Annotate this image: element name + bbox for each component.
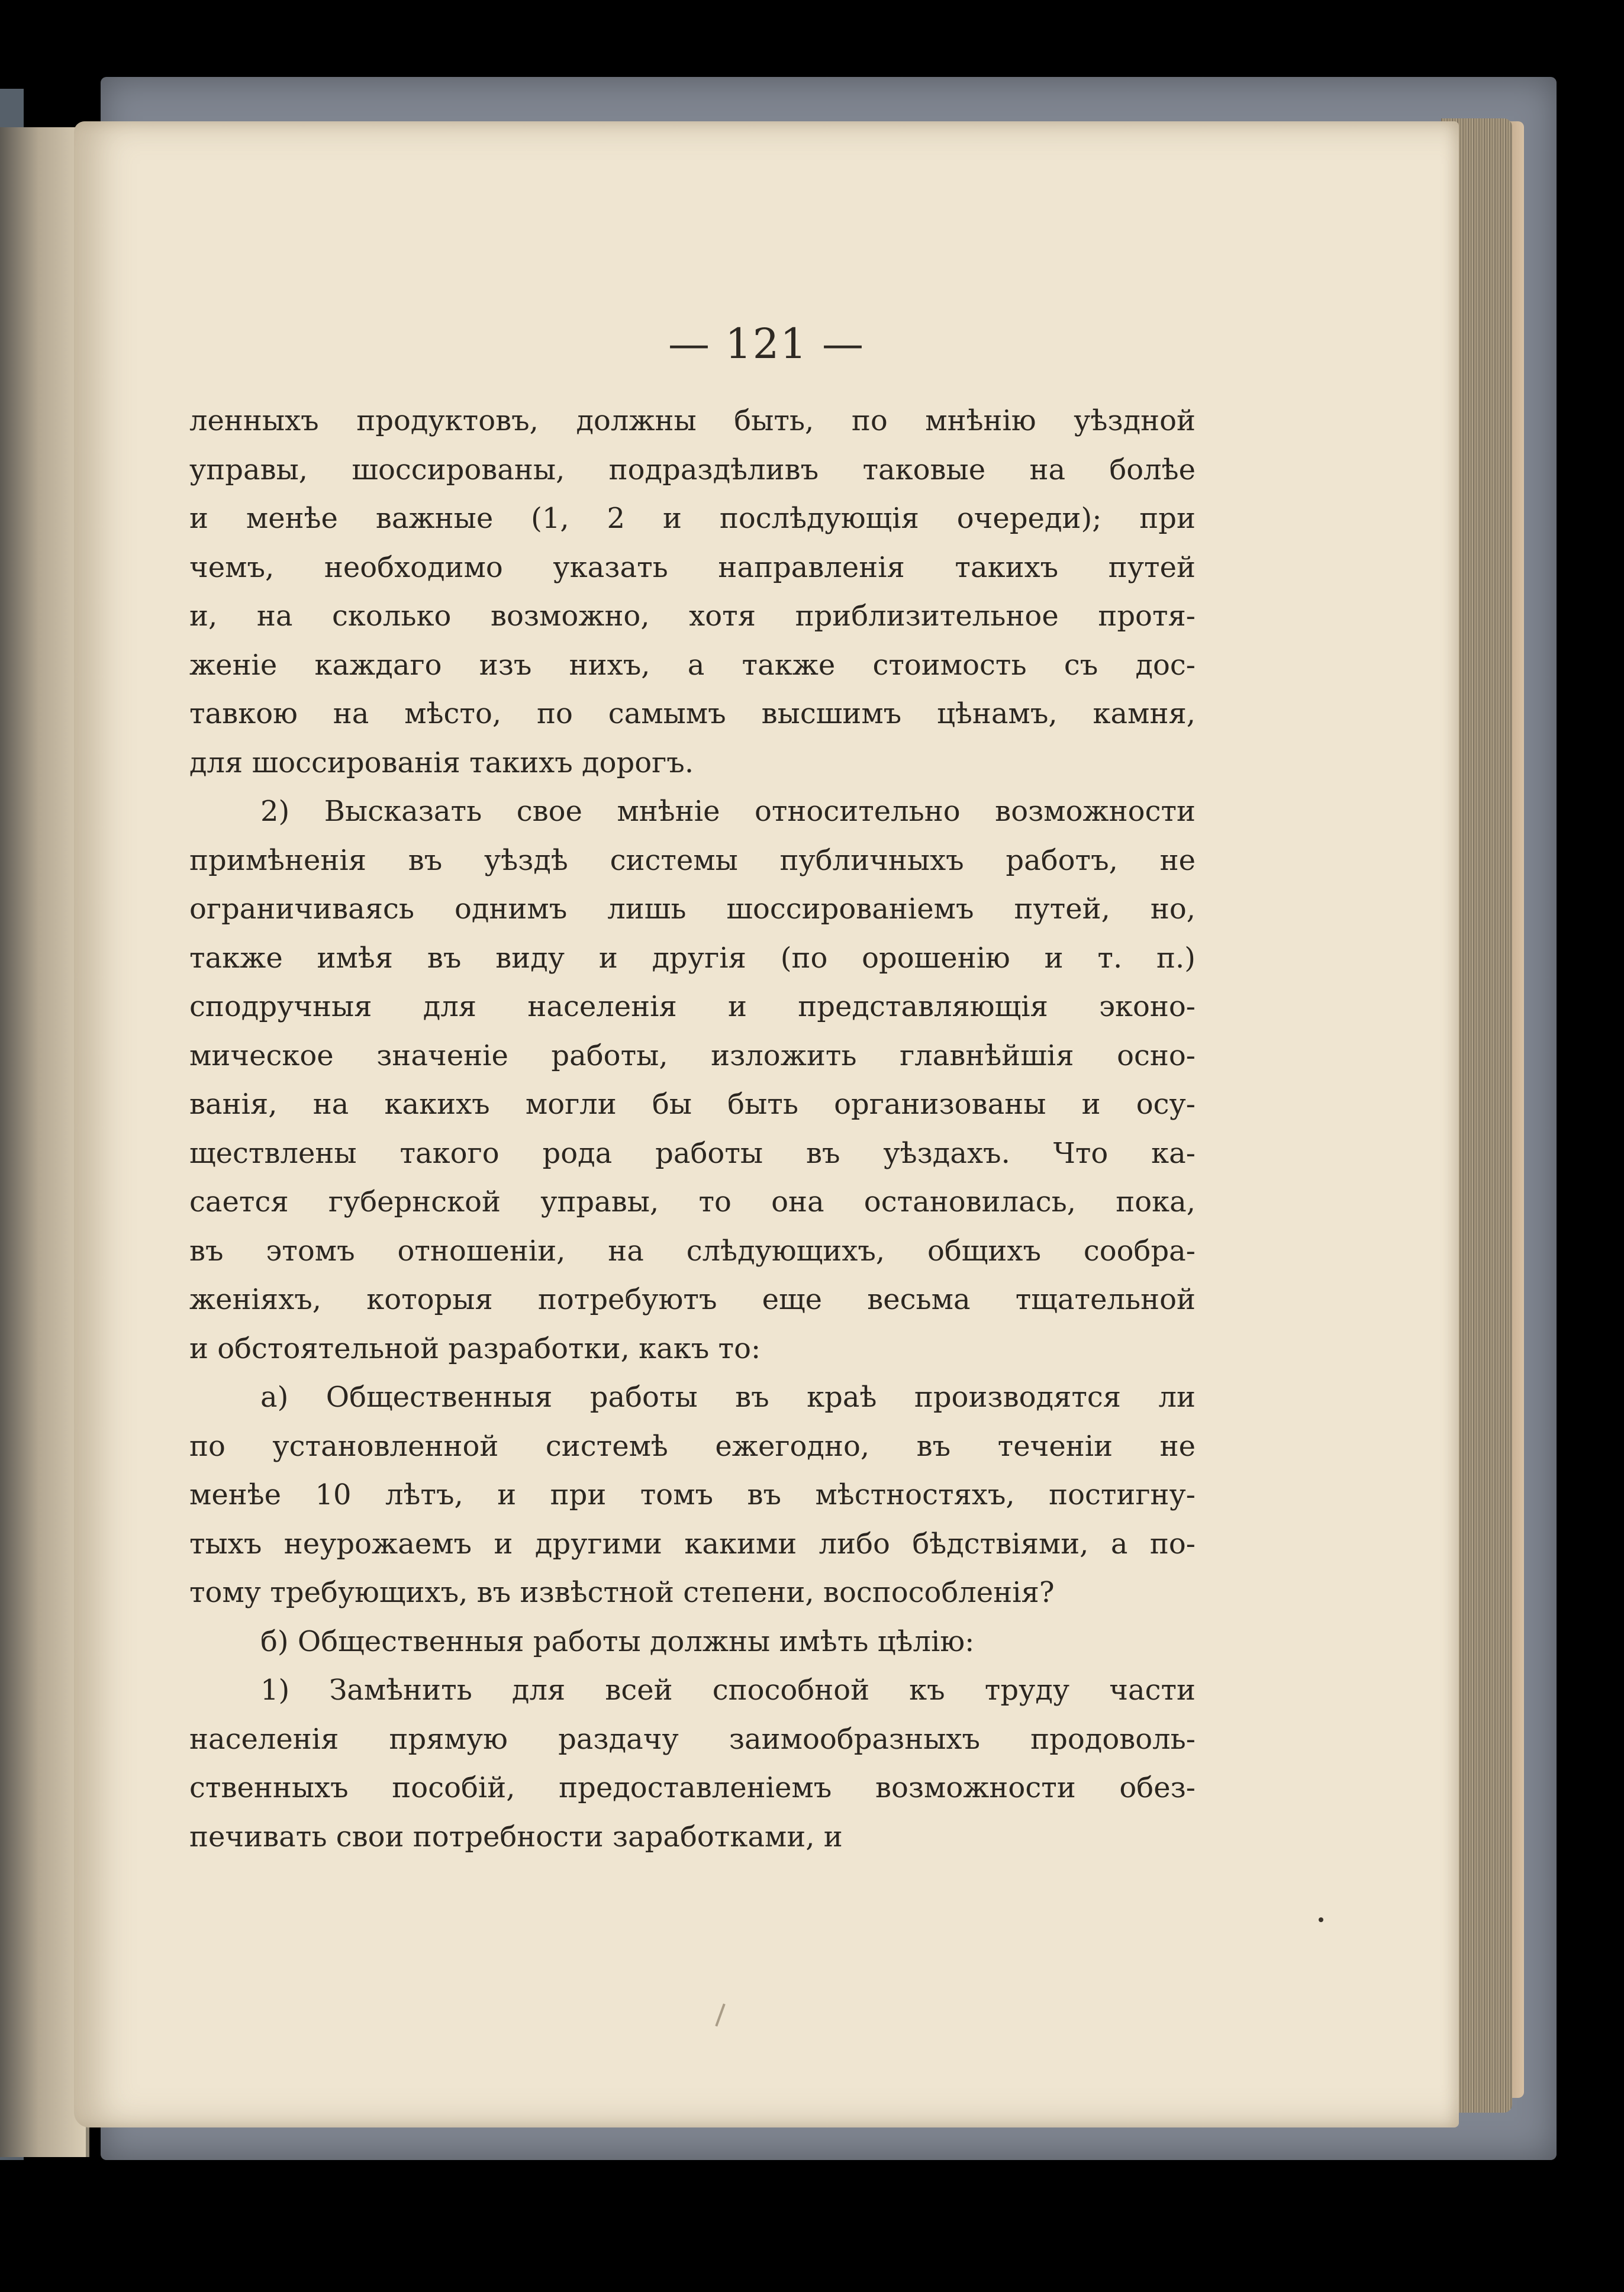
- text-line: управы, шоссированы, подраздѣливъ таковые на болѣе: [189, 453, 1196, 486]
- text-line: ществлены такого рода работы въ уѣздахъ. Что ка-: [189, 1136, 1196, 1170]
- text-line: тыхъ неурожаемъ и другими какими либо бѣдствіями, а по-: [189, 1527, 1196, 1561]
- text-line: по установленной системѣ ежегодно, въ теченіи не: [189, 1429, 1196, 1463]
- text-line: тавкою на мѣсто, по самымъ высшимъ цѣнамъ, камня,: [189, 697, 1196, 730]
- text-line: ограничиваясь однимъ лишь шоссированіемъ путей, но,: [189, 892, 1196, 926]
- text-line: примѣненія въ уѣздѣ системы публичныхъ работъ, не: [189, 843, 1196, 877]
- text-line: ванія, на какихъ могли бы быть организованы и осу-: [189, 1088, 1196, 1121]
- text-line: менѣе 10 лѣтъ, и при томъ въ мѣстностяхъ, постигну-: [189, 1478, 1196, 1511]
- body-text: [189, 396, 1196, 1861]
- text-line: а) Общественныя работы въ краѣ производятся ли: [260, 1381, 1196, 1414]
- text-line: и менѣе важные (1, 2 и послѣдующія очереди); при: [189, 502, 1196, 535]
- ink-spot: [1319, 1917, 1323, 1922]
- text-line: женіе каждаго изъ нихъ, а также стоимость съ дос-: [189, 648, 1196, 682]
- text-line: чемъ, необходимо указать направленія такихъ путей: [189, 550, 1196, 584]
- text-line: и, на сколько возможно, хотя приблизительное протя-: [189, 599, 1196, 633]
- page-number: — 121 —: [668, 320, 865, 368]
- text-line: ленныхъ продуктовъ, должны быть, по мнѣнію уѣздной: [189, 404, 1196, 437]
- text-line: женіяхъ, которыя потребуютъ еще весьма тщательной: [189, 1283, 1196, 1316]
- text-line: въ этомъ отношеніи, на слѣдующихъ, общихъ сообра-: [189, 1234, 1196, 1268]
- text-line: 1) Замѣнить для всей способной къ труду части: [260, 1674, 1196, 1707]
- text-line: 2) Высказать свое мнѣніе относительно возможности: [260, 795, 1196, 828]
- text-line: мическое значеніе работы, изложить главнѣйшія осно-: [189, 1039, 1196, 1072]
- text-line: сается губернской управы, то она остановилась, пока,: [189, 1185, 1196, 1218]
- text-line: для шоссированія такихъ дорогъ.: [189, 746, 694, 779]
- text-line: б) Общественныя работы должны имѣть цѣлію:: [260, 1624, 975, 1658]
- text-line: сподручныя для населенія и представляющія эконо-: [189, 990, 1196, 1023]
- text-line: и обстоятельной разработки, какъ то:: [189, 1332, 761, 1365]
- book-page: [74, 121, 1459, 2127]
- text-line: тому требующихъ, въ извѣстной степени, воспособленія?: [189, 1576, 1055, 1609]
- text-line: ственныхъ пособій, предоставленіемъ возможности обез-: [189, 1771, 1196, 1804]
- text-line: также имѣя въ виду и другія (по орошенію и т. п.): [189, 941, 1196, 975]
- text-line: населенія прямую раздачу заимообразныхъ продоволь-: [189, 1722, 1196, 1756]
- text-line: печивать свои потребности заработками, и: [189, 1820, 843, 1853]
